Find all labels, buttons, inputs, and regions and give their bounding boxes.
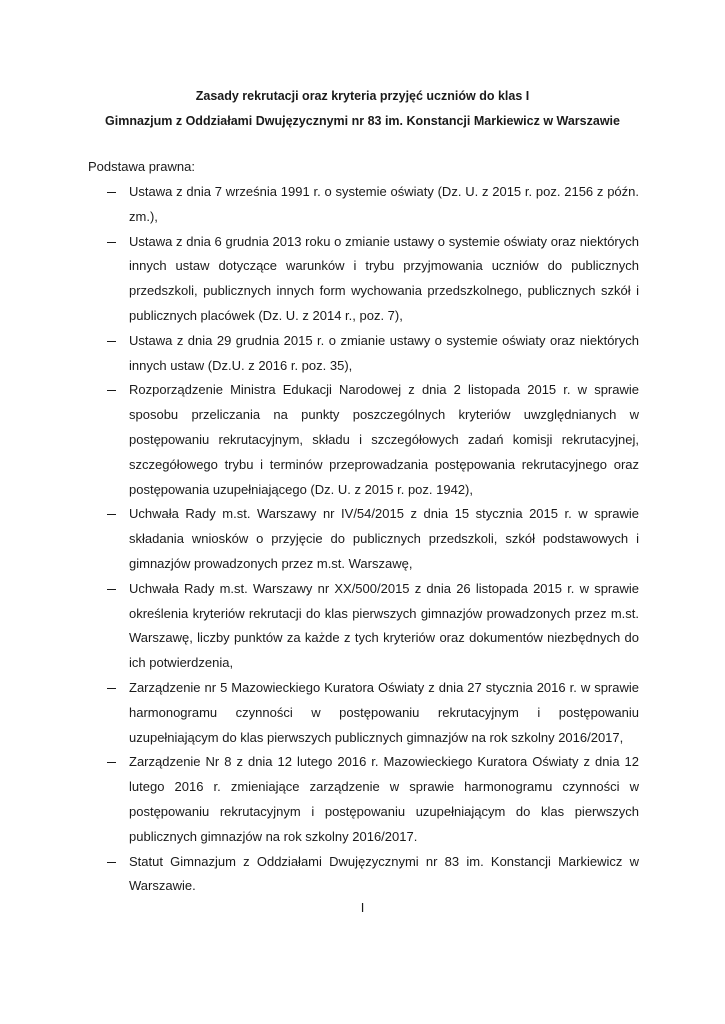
list-item <box>129 329 639 379</box>
list-item-text: Uchwała Rady m.st. Warszawy nr IV/54/2015 z dnia 15 stycznia 2015 r. w sprawie składania wniosków o przyjęcie do publicznych przedszkoli, szkół podstawowych i gimnazjów prowadzonych przez m.st. Warszawę, <box>129 506 639 571</box>
list-item <box>129 676 639 750</box>
list-item-text: Uchwała Rady m.st. Warszawy nr XX/500/2015 z dnia 26 listopada 2015 r. w sprawie określenia kryteriów rekrutacji do klas pierwszych gimnazjów prowadzonych przez m.st. Warszawę, liczby punktów za każde z tych kryteriów oraz dokumentów niezbędnych do ich potwierdzenia, <box>129 580 639 671</box>
list-item <box>129 378 639 502</box>
list-item-text: Ustawa z dnia 7 września 1991 r. o systemie oświaty (Dz. U. z 2015 r. poz. 2156 z późn. zm.), <box>129 184 639 224</box>
list-item-text: Zarządzenie nr 5 Mazowieckiego Kuratora Oświaty z dnia 27 stycznia 2016 r. w sprawie harmonogramu czynności w postępowaniu rekrutacyjnym i postępowaniu uzupełniającym do klas pierwszych publicznych gimnazjów na rok szkolny 2016/2017, <box>129 679 639 745</box>
list-item <box>129 577 639 676</box>
list-item <box>129 230 639 329</box>
list-item-text: Ustawa z dnia 29 grudnia 2015 r. o zmianie ustawy o systemie oświaty oraz niektórych innych ustaw (Dz.U. z 2016 r. poz. 35), <box>129 332 639 373</box>
document-title-line-2: Gimnazjum z Oddziałami Dwujęzycznymi nr 83 im. Konstancji Markiewicz w Warszawie <box>105 114 620 128</box>
list-item <box>129 850 639 900</box>
list-item-text: Statut Gimnazjum z Oddziałami Dwujęzycznymi nr 83 im. Konstancji Markiewicz w Warszawie. <box>129 853 639 894</box>
list-item <box>129 750 639 849</box>
page-number: I <box>360 900 365 915</box>
list-item-text: Zarządzenie Nr 8 z dnia 12 lutego 2016 r. Mazowieckiego Kuratora Oświaty z dnia 12 lutego 2016 r. zmieniające zarządzenie w sprawie harmonogramu czynności w postępowaniu rekrutacyjnym i postępowaniu uzupełniającym do klas pierwszych publicznych gimnazjów na rok szkolny 2016/2017. <box>129 754 639 844</box>
list-item <box>129 180 639 230</box>
document-title-line-1: Zasady rekrutacji oraz kryteria przyjęć uczniów do klas I <box>195 89 530 103</box>
list-item-text: Ustawa z dnia 6 grudnia 2013 roku o zmianie ustawy o systemie oświaty oraz niektórych innych ustaw dotyczące warunków i trybu przyjmowania uczniów do publicznych przedszkoli, publicznych innych form wychowania przedszkolnego, publicznych szkół i publicznych placówek (Dz. U. z 2014 r., poz. 7), <box>129 233 639 323</box>
list-item <box>129 502 639 576</box>
legal-basis-label: Podstawa prawna: <box>88 159 195 174</box>
list-item-text: Rozporządzenie Ministra Edukacji Narodowej z dnia 2 listopada 2015 r. w sprawie sposobu przeliczania na punkty poszczególnych kryteriów uwzględnianych w postępowaniu rekrutacyjnym, składu i szczegółowych zadań komisji rekrutacyjnej, szczegółowego trybu i terminów przeprowadzania postępowania rekrutacyjnego oraz postępowania uzupełniającego (Dz. U. z 2015 r. poz. 1942), <box>129 382 639 497</box>
legal-basis-list <box>0 180 725 899</box>
